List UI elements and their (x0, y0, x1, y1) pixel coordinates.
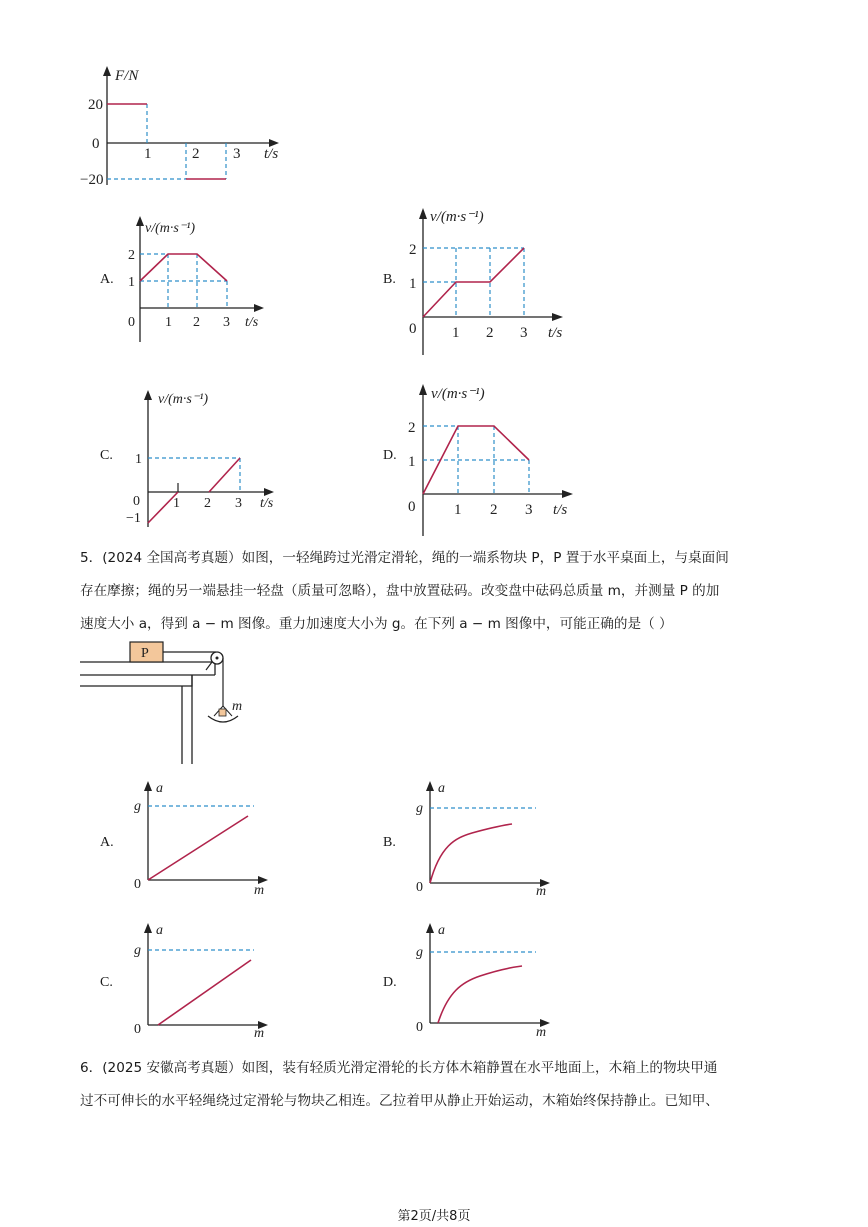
tick: 0 (409, 321, 417, 337)
x-axis-label: t/s (553, 502, 568, 518)
x-axis-label: m (254, 1026, 265, 1041)
option-letter: B. (383, 835, 396, 850)
origin-label: 0 (134, 877, 141, 892)
y-axis-label: v/(m·s⁻¹) (430, 209, 484, 225)
option-letter: A. (100, 272, 114, 287)
tick: 1 (454, 502, 462, 518)
tick: 2 (204, 496, 211, 511)
page-footer: 第2页/共8页 (397, 1209, 471, 1224)
option-letter: C. (100, 975, 113, 990)
question-line: 存在摩擦；绳的另一端悬挂一轻盘（质量可忽略），盘中放置砝码。改变盘中砝码总质量 m，并测量 P 的加 (80, 583, 720, 599)
block-p-label: P (141, 646, 149, 661)
mass-label: m (232, 699, 243, 714)
x-axis-label: t/s (260, 496, 274, 511)
g-label: g (416, 945, 423, 960)
a-m-curve (158, 960, 251, 1025)
tick: 2 (193, 315, 200, 330)
tick: 1 (408, 454, 416, 470)
tick-2: 2 (192, 146, 200, 162)
a-m-curve (438, 966, 522, 1023)
tick: 1 (165, 315, 172, 330)
tick: 0 (408, 499, 416, 515)
question-line: 5．(2024 全国高考真题）如图，一轻绳跨过光滑定滑轮，绳的一端系物块 P，P 置于水平桌面上，与桌面间 (80, 550, 729, 566)
y-axis-label: a (156, 923, 163, 938)
y-axis-label: a (438, 781, 445, 796)
tick: 2 (409, 242, 417, 258)
question-line: 过不可伸长的水平轻绳绕过定滑轮与物块乙相连。乙拉着甲从静止开始运动，木箱始终保持静止。已知甲、 (80, 1093, 719, 1109)
g-label: g (134, 943, 141, 958)
origin-label: 0 (416, 880, 423, 895)
option-letter: D. (383, 975, 397, 990)
pulley-apparatus-diagram (80, 638, 260, 768)
y-axis-label: v/(m·s⁻¹) (431, 386, 485, 402)
pan-icon (208, 716, 238, 722)
a-m-curve (430, 824, 512, 883)
tick-1: 1 (144, 146, 152, 162)
x-axis-label: m (254, 883, 265, 898)
option-letter: C. (100, 448, 113, 463)
tick: 3 (235, 496, 242, 511)
question-line: 速度大小 a，得到 a − m 图像。重力加速度大小为 g。在下列 a − m 图像中，可能正确的是（ ） (80, 616, 673, 632)
tick: 3 (520, 325, 528, 341)
origin-label: 0 (416, 1020, 423, 1035)
tick-3: 3 (233, 146, 241, 162)
tick: 1 (173, 496, 180, 511)
tick: 1 (409, 276, 417, 292)
x-axis-label: m (536, 884, 547, 899)
option-letter: B. (383, 272, 396, 287)
g-label: g (134, 799, 141, 814)
tick: 0 (128, 315, 135, 330)
tick: 1 (128, 275, 135, 290)
y-axis-label: a (156, 781, 163, 796)
x-axis-label: t/s (264, 146, 279, 162)
y-axis-label: F/N (115, 68, 139, 84)
tick-0: 0 (92, 136, 100, 152)
question-5-text (80, 542, 800, 641)
tick: 2 (408, 420, 416, 436)
tick: 2 (490, 502, 498, 518)
velocity-graph-d (403, 376, 588, 538)
a-m-graph-a (128, 778, 278, 896)
force-time-graph (80, 60, 300, 200)
y-axis-label: v/(m·s⁻¹) (158, 392, 209, 407)
tick: 3 (525, 502, 533, 518)
x-axis-label: t/s (548, 325, 563, 341)
option-letter: A. (100, 835, 114, 850)
question-line: 6．(2025 安徽高考真题）如图，装有轻质光滑定滑轮的长方体木箱静置在水平地面上，木箱上的物块甲通 (80, 1060, 718, 1076)
velocity-graph-c (120, 385, 285, 530)
a-m-curve (148, 816, 248, 880)
velocity-graph-b (403, 200, 578, 360)
g-label: g (416, 801, 423, 816)
velocity-curve (209, 458, 240, 492)
tick: 1 (452, 325, 460, 341)
tick: 2 (128, 248, 135, 263)
tick: 0 (133, 494, 140, 509)
tick-neg20: −20 (80, 172, 104, 188)
velocity-graph-a (120, 210, 280, 345)
velocity-curve (140, 254, 227, 281)
a-m-graph-b (410, 778, 560, 899)
tick-20: 20 (88, 97, 103, 113)
x-axis-label: m (536, 1025, 547, 1040)
tick: 2 (486, 325, 494, 341)
y-axis-label: a (438, 923, 445, 938)
option-letter: D. (383, 448, 397, 463)
tick: 3 (223, 315, 230, 330)
a-m-graph-c (128, 920, 278, 1041)
a-m-graph-d (410, 920, 560, 1038)
origin-label: 0 (134, 1022, 141, 1037)
tick: −1 (126, 511, 141, 526)
question-6-text (80, 1052, 800, 1118)
x-axis-label: t/s (245, 315, 259, 330)
tick: 1 (135, 452, 142, 467)
y-axis-label: v/(m·s⁻¹) (145, 221, 196, 236)
